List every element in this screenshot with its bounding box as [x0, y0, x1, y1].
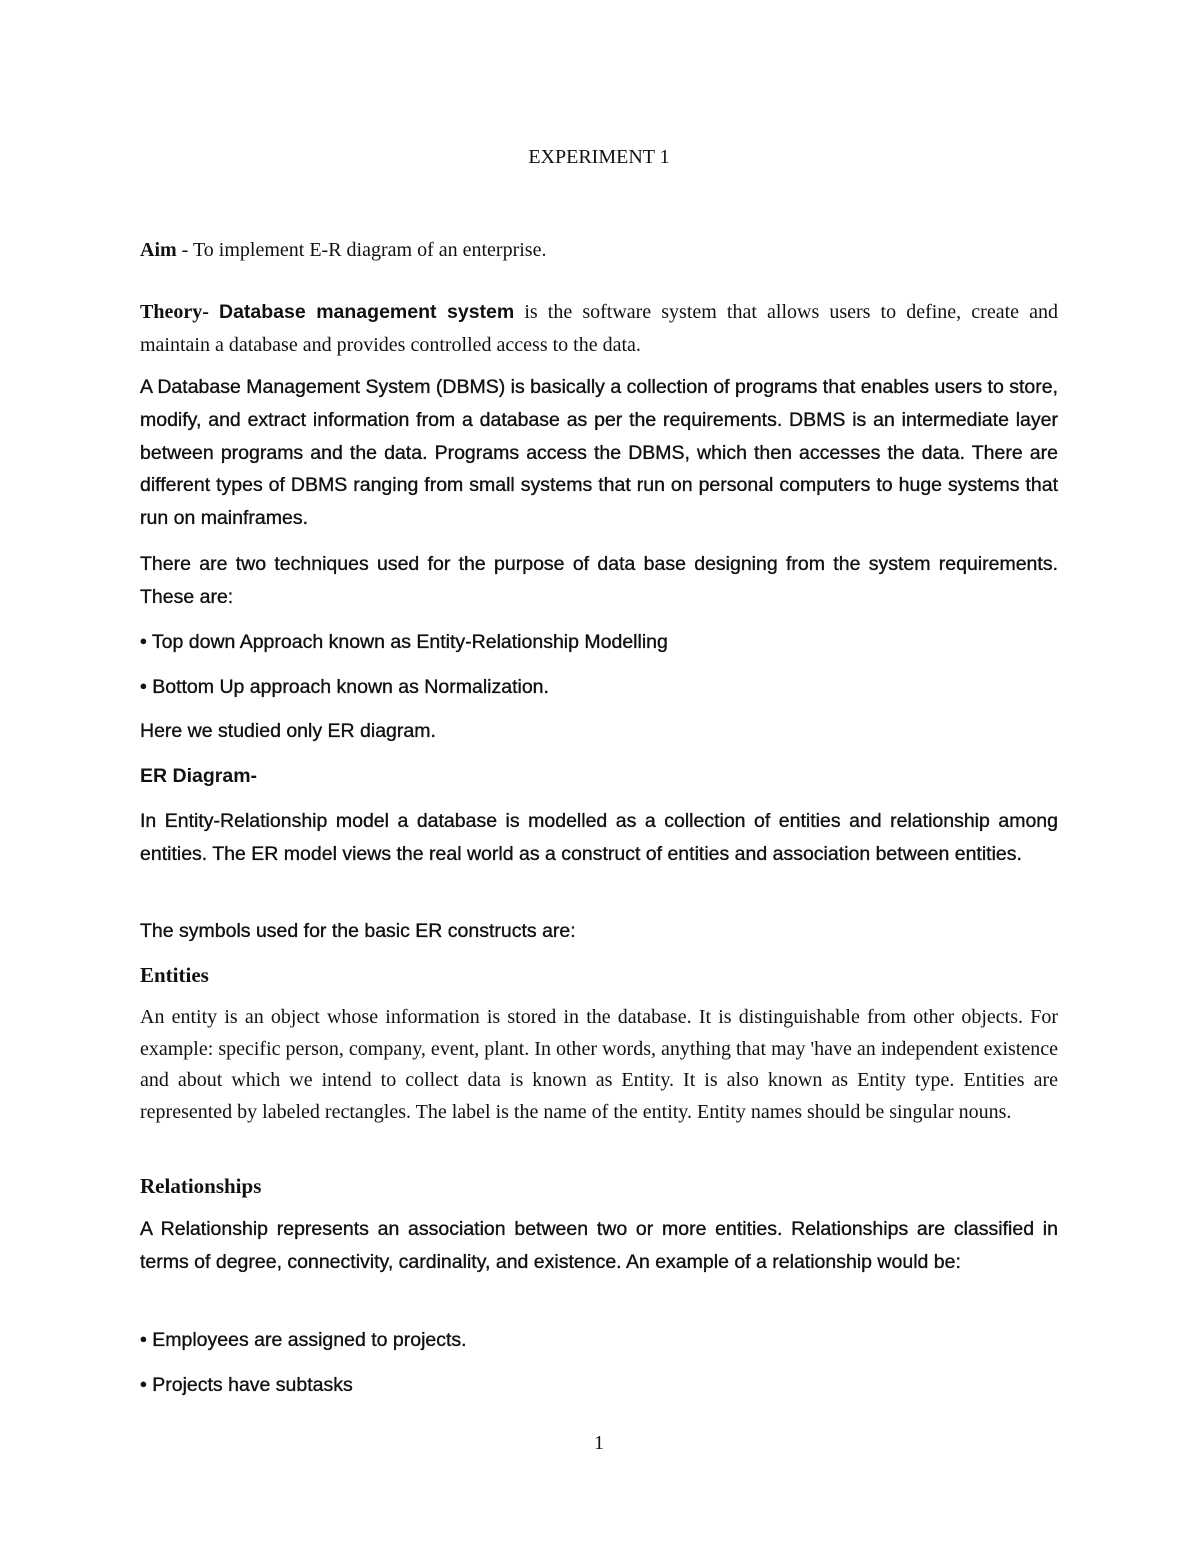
theory-bold-term: Database management system	[218, 301, 515, 323]
symbols-paragraph: The symbols used for the basic ER constructs are:	[140, 920, 576, 942]
aim-text: - To implement E-R diagram of an enterprise.	[176, 239, 547, 261]
theory-paragraph	[140, 296, 1058, 362]
bullet-bottom-up: • Bottom Up approach known as Normalization.	[140, 676, 549, 698]
er-diagram-heading: ER Diagram-	[140, 765, 258, 787]
theory-text: is the software system that allows users to define, create and maintain a database and provides controlled access to the data.	[140, 301, 1058, 356]
here-paragraph: Here we studied only ER diagram.	[140, 720, 436, 742]
entities-heading: Entities	[140, 963, 209, 987]
theory-label: Theory-	[140, 301, 219, 323]
document-title: EXPERIMENT 1	[528, 146, 670, 168]
aim-line	[140, 234, 1058, 266]
page-number: 1	[594, 1432, 604, 1454]
bullet-employees: • Employees are assigned to projects.	[140, 1329, 467, 1351]
bullet-top-down: • Top down Approach known as Entity-Relationship Modelling	[140, 631, 668, 653]
dbms-paragraph: A Database Management System (DBMS) is basically a collection of programs that enables users to store, modify, and extract information from a database as per the requirements. DBMS is an intermediate layer between programs and the data. Programs access the DBMS, which then accesses the data. There are different types of DBMS ranging from small systems that run on personal computers to huge systems that run on mainframes.	[140, 376, 1059, 530]
relationships-paragraph: A Relationship represents an association between two or more entities. Relationships are classified in terms of degree, connectivity, cardinality, and existence. An example of a relationship would be:	[140, 1218, 1058, 1273]
aim-label: Aim	[140, 239, 177, 261]
er-model-paragraph: In Entity-Relationship model a database is modelled as a collection of entities and relationship among entities. The ER model views the real world as a construct of entities and association between entities.	[140, 810, 1058, 865]
bullet-projects: • Projects have subtasks	[140, 1374, 353, 1396]
entities-paragraph: An entity is an object whose information is stored in the database. It is distinguishable from other objects. For example: specific person, company, event, plant. In other words, anything that may 'have an independent existence and about which we intend to collect data is known as Entity. It is also known as Entity type. Entities are represented by labeled rectangles. The label is the name of the entity. Entity names should be singular nouns.	[140, 1006, 1058, 1123]
techniques-paragraph: There are two techniques used for the purpose of data base designing from the system requirements. These are:	[140, 553, 1058, 608]
relationships-heading: Relationships	[140, 1174, 262, 1198]
